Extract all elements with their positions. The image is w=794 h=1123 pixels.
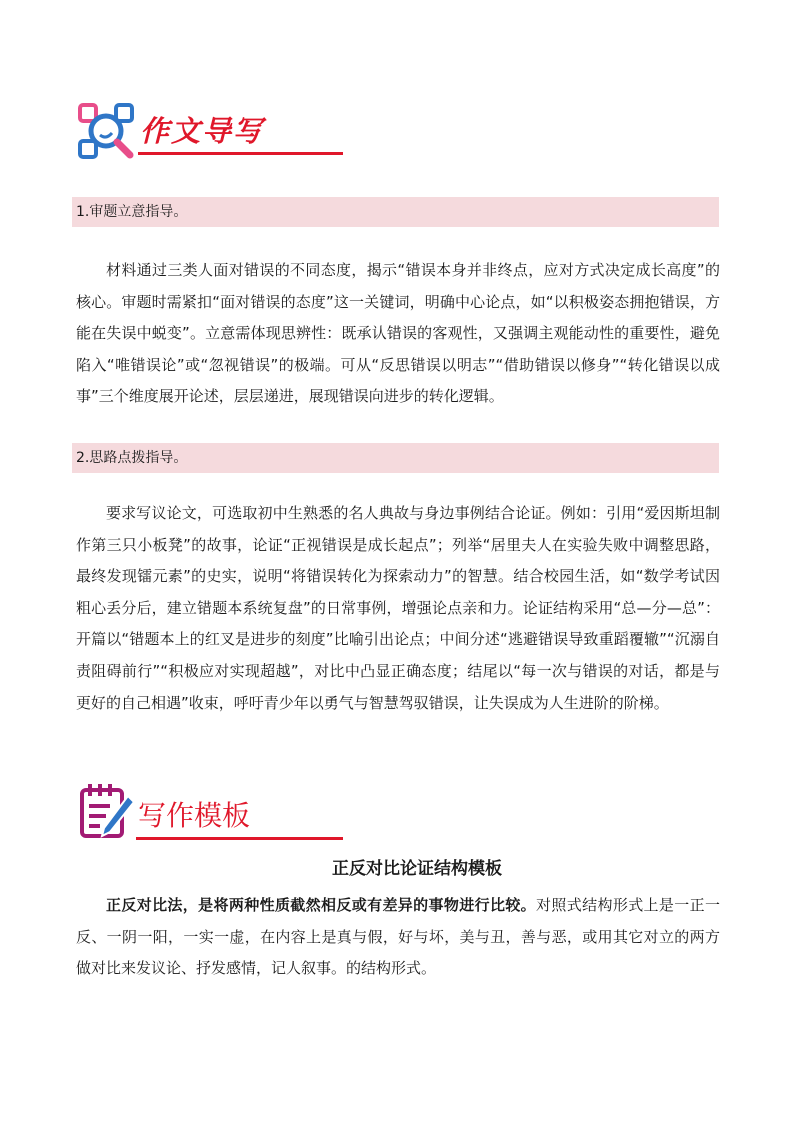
title-underline xyxy=(136,837,343,840)
notepad-pen-icon xyxy=(78,782,136,840)
section-header-essay-guide xyxy=(78,103,278,161)
guide1-heading: 1.审题立意指导。 xyxy=(72,197,719,227)
section-title: 写作模板 xyxy=(138,799,251,832)
guide1-paragraph: 材料通过三类人面对错误的不同态度，揭示“错误本身并非终点，应对方式决定成长高度”的核心。审题时需紧扣“面对错误的态度”这一关键词，明确中心论点，如“以积极姿态拥抱错误，方能在失误中蜕变”。立意需体现思辨性：既承认错误的客观性，又强调主观能动性的重要性，避免陷入“唯错误论”或“忽视错误”的极端。可从“反思错误以明志”“借助错误以修身”“转化错误以成事”三个维度展开论述，层层递进，展现错误向进步的转化逻辑。 xyxy=(76,261,720,406)
template-lead-bold: 正反对比法，是将两种性质截然相反或有差异的事物进行比较。 xyxy=(106,896,537,914)
guide2-heading: 2.思路点拨指导。 xyxy=(72,443,719,473)
guide2-paragraph: 要求写议论文，可选取初中生熟悉的名人典故与身边事例结合论证。例如：引用“爱因斯坦制作第三只小板凳”的故事，论证“正视错误是成长起点”；列举“居里夫人在实验失败中调整思路，最终发现镭元素”的史实，说明“将错误转化为探索动力”的智慧。结合校园生活，如“数学考试因粗心丢分后，建立错题本系统复盘”的日常事例，增强论点亲和力。论证结构采用“总—分—总”：开篇以“错题本上的红叉是进步的刻度”比喻引出论点；中间分述“逃避错误导致重蹈覆辙”“沉溺自责阻碍前行”“积极应对实现超越”，对比中凸显正确态度；结尾以“每一次与错误的对话，都是与更好的自己相遇”收束，呼吁青少年以勇气与智慧驾驭错误，让失误成为人生进阶的阶梯。 xyxy=(76,504,720,712)
magnifier-icon xyxy=(78,103,136,161)
template-lead-rest: 对照式结构形式上是一正一反、一阴一阳，一实一虚，在内容上是真与假，好与坏，美与丑，善与恶，或用其它对立的两方做对比来发议论、抒发感情，记人叙事。的结构形式。 xyxy=(76,896,720,978)
template-paragraph xyxy=(76,890,720,985)
template-title: 正反对比论证结构模板 xyxy=(332,859,502,879)
title-underline xyxy=(138,152,343,155)
section-header-writing-template xyxy=(78,780,278,844)
section-title: 作文导写 xyxy=(140,114,265,148)
